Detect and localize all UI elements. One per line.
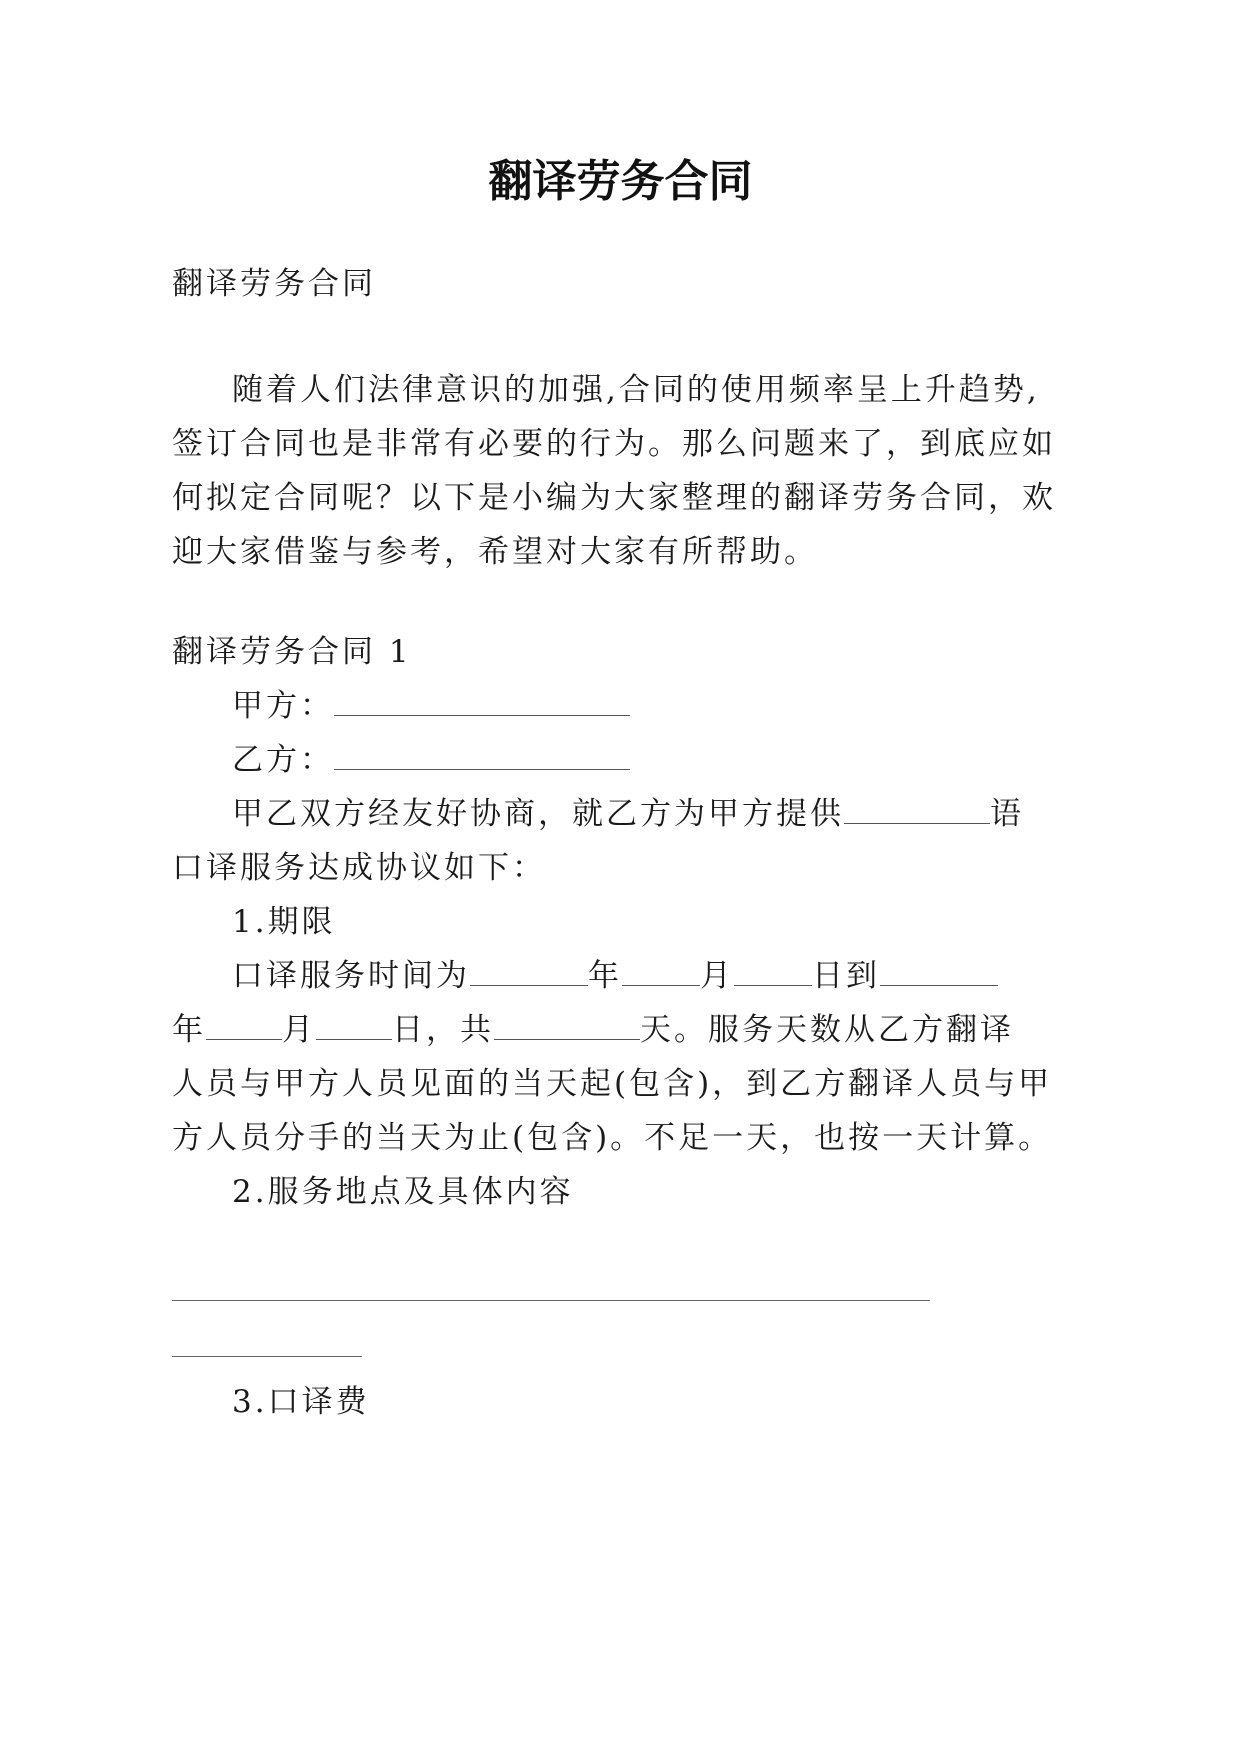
start-day-blank <box>734 959 812 986</box>
start-month-blank <box>622 959 700 986</box>
term-line-3: 人员与甲方人员见面的当天起(包含)，到乙方翻译人员与甲 <box>172 1066 1053 1102</box>
agreement-text-end: 语 <box>990 796 1024 832</box>
total-days-blank <box>494 1013 640 1040</box>
content-blank-line-1 <box>172 1300 930 1301</box>
term-year-label: 年 <box>588 958 622 994</box>
intro-line-1: 随着人们法律意识的加强,合同的使用频率呈上升趋势, <box>232 372 1040 408</box>
term-line-4: 方人员分手的当天为止(包含)。不足一天，也按一天计算。 <box>172 1120 1053 1156</box>
section-2-heading: 2.服务地点及具体内容 <box>232 1174 574 1210</box>
party-b-blank <box>334 743 630 770</box>
start-year-blank <box>470 959 588 986</box>
intro-line-2: 签订合同也是非常有必要的行为。那么问题来了，到底应如 <box>172 426 1056 462</box>
party-a-label: 甲方： <box>232 688 334 724</box>
party-a-line <box>232 686 630 726</box>
content-blank-line-2 <box>172 1356 362 1357</box>
document-title: 翻译劳务合同 <box>488 156 753 207</box>
end-day-blank <box>316 1013 392 1040</box>
intro-line-4: 迎大家借鉴与参考，希望对大家有所帮助。 <box>172 534 818 570</box>
contract-heading: 翻译劳务合同 1 <box>172 634 412 670</box>
intro-line-3: 何拟定合同呢？以下是小编为大家整理的翻译劳务合同，欢 <box>172 480 1056 516</box>
language-blank <box>844 797 990 824</box>
end-month-blank <box>206 1013 282 1040</box>
term-month-label: 月 <box>700 958 734 994</box>
party-a-blank <box>334 689 630 716</box>
term-line-2 <box>172 1010 1014 1050</box>
agreement-line-1 <box>232 794 1024 834</box>
party-b-line <box>232 740 630 780</box>
end-year-blank <box>880 959 998 986</box>
document-subtitle: 翻译劳务合同 <box>172 266 376 302</box>
term-text: 口译服务时间为 <box>232 958 470 994</box>
section-1-heading: 1.期限 <box>232 904 336 940</box>
section-3-heading: 3.口译费 <box>232 1384 370 1420</box>
term-day-label: 日到 <box>812 958 880 994</box>
term-month-label-2: 月 <box>282 1012 316 1048</box>
term-total-label: 日，共 <box>392 1012 494 1048</box>
term-year-label-2: 年 <box>172 1012 206 1048</box>
agreement-text: 甲乙双方经友好协商，就乙方为甲方提供 <box>232 796 844 832</box>
agreement-line-2: 口译服务达成协议如下： <box>172 850 546 886</box>
term-line-1 <box>232 956 998 996</box>
party-b-label: 乙方： <box>232 742 334 778</box>
term-days-text: 天。服务天数从乙方翻译 <box>640 1012 1014 1048</box>
